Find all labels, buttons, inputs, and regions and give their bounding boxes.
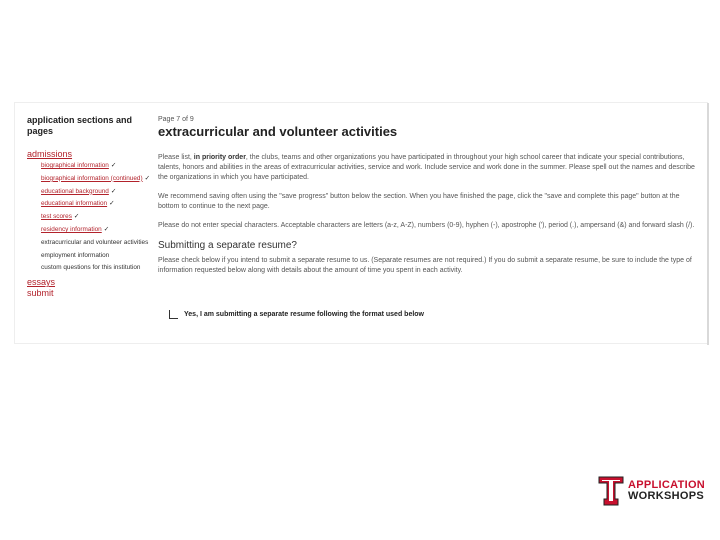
logo-line-workshops: WORKSHOPS xyxy=(628,490,705,502)
sidebar-item-label[interactable]: biographical information xyxy=(41,162,109,169)
sidebar-title: application sections and pages xyxy=(27,115,133,136)
sidebar-item-label: extracurricular and volunteer activities xyxy=(41,238,149,246)
sidebar-item xyxy=(41,264,151,272)
sidebar-item xyxy=(41,239,151,247)
sidebar-admissions-list xyxy=(41,162,151,272)
sidebar-item-label: employment information xyxy=(41,251,110,259)
logo-line-application: APPLICATION xyxy=(628,479,706,491)
completed-check-icon: ✓ xyxy=(103,225,110,233)
sidebar xyxy=(27,115,151,299)
resume-checkbox[interactable] xyxy=(169,310,178,319)
completed-check-icon: ✓ xyxy=(109,200,115,208)
instructions-paragraph-1: Please list, in priority order, the clubs, teams and other organizations you have participated in throughout your high school career that indicate your special contributions, talents, honors and abilities in the areas of extracurricular activities, service and work. Include service and work done in the summer. Please spell out the names and describe the organizations in which you have participated. xyxy=(158,154,695,181)
sidebar-item-label[interactable]: educational information xyxy=(41,200,108,208)
completed-check-icon: ✓ xyxy=(73,213,80,221)
application-screenshot xyxy=(14,102,708,344)
sidebar-item[interactable] xyxy=(41,162,151,170)
completed-check-icon: ✓ xyxy=(110,162,117,169)
sidebar-section-admissions[interactable]: admissions xyxy=(27,149,73,159)
sidebar-item-label[interactable]: test scores xyxy=(41,213,72,221)
sidebar-section-submit[interactable]: submit xyxy=(27,288,54,299)
sidebar-item[interactable] xyxy=(41,200,151,208)
resume-paragraph: Please check below if you intend to submit a separate resume to us. (Separate resumes are not required.) If you do submit a separate resume, be sure to include the type of information requested below along with details about the amount of time you spent in each activity. xyxy=(158,257,692,274)
application-workshops-logo xyxy=(598,476,705,506)
resume-subheading: Submitting a separate resume? xyxy=(158,240,297,251)
completed-check-icon: ✓ xyxy=(144,174,150,182)
sidebar-item-label[interactable]: biographical information (continued) xyxy=(41,174,143,182)
sidebar-section-essays[interactable]: essays xyxy=(27,277,56,288)
sidebar-item xyxy=(41,252,151,260)
resume-checkbox-row[interactable] xyxy=(169,310,424,319)
sidebar-item[interactable] xyxy=(41,213,151,221)
resume-checkbox-label: Yes, I am submitting a separate resume following the format used below xyxy=(184,311,424,318)
page-title: extracurricular and volunteer activities xyxy=(158,124,398,139)
main-content xyxy=(158,115,698,285)
sidebar-item[interactable] xyxy=(41,175,151,183)
instructions-paragraph-2: We recommend saving often using the "save progress" button below the section. When you have finished the page, click the "save and complete this page" button at the bottom to continue to the next page. xyxy=(158,193,680,210)
double-t-icon xyxy=(598,476,624,506)
sidebar-item[interactable] xyxy=(41,226,151,234)
priority-order-emphasis: in priority order xyxy=(193,154,246,161)
sidebar-item-label[interactable]: educational background xyxy=(41,187,109,195)
sidebar-item-label: custom questions for this institution xyxy=(41,264,141,272)
page-indicator: Page 7 of 9 xyxy=(158,116,194,123)
instructions-paragraph-3: Please do not enter special characters. Acceptable characters are letters (a-z, A-Z), numbers (0-9), hyphen (-), apostrophe ('), period (.), ampersand (&) and forward slash (/). xyxy=(158,222,695,229)
sidebar-item[interactable] xyxy=(41,188,151,196)
sidebar-item-label[interactable]: residency information xyxy=(41,225,102,233)
completed-check-icon: ✓ xyxy=(110,187,117,195)
